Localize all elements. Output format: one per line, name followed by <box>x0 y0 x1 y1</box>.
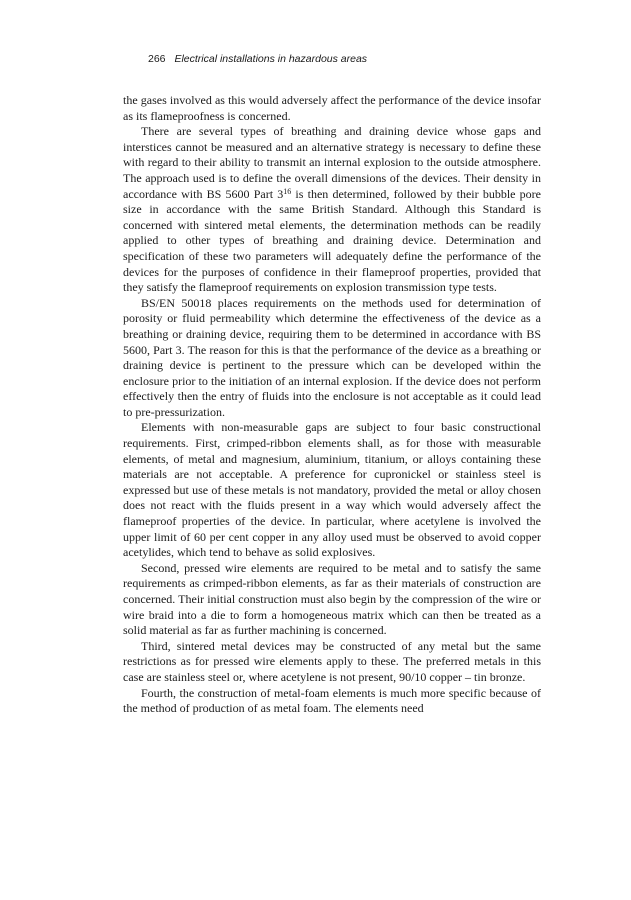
paragraph-pressed-wire: Second, pressed wire elements are required to be metal and to satisfy the same requirements as crimped-ribbon elements, as far as their materials of construction are concerned. Their initial construction must also begin by the compression of the wire or wire braid into a die to form a homogeneous matrix which can then be treated as a solid material as far as further machining is concerned. <box>123 560 541 638</box>
running-head <box>148 53 367 65</box>
paragraph-text: There are several types of breathing and draining device whose gaps and interstices cannot be measured and an alternative strategy is necessary to define these with regard to their ability to transmit an internal explosion to the outside atmosphere. The approach used is to define the overall dimensions of the devices. Their density in accordance with BS 5600 Part 3 <box>123 124 541 201</box>
paragraph-metal-foam: Fourth, the construction of metal-foam elements is much more specific because of the method of production of as metal foam. The elements need <box>123 685 541 716</box>
paragraph-sintered-metal: Third, sintered metal devices may be constructed of any metal but the same restrictions as for pressed wire elements apply to these. The preferred metals in this case are stainless steel or, where acetylene is not present, 90/10 copper – tin bronze. <box>123 638 541 684</box>
paragraph-breathing-devices <box>123 124 541 296</box>
reference-superscript: 16 <box>283 186 292 196</box>
paragraph-bs-en-50018: BS/EN 50018 places requirements on the methods used for determination of porosity or fluid permeability which determine the effectiveness of the device as a breathing or draining device, requiring them to be determined in accordance with BS 5600, Part 3. The reason for this is that the performance of the device as a breathing or draining device is pertinent to the pressure which can be developed within the enclosure prior to the initiation of an internal explosion. If the device does not perform effectively then the entry of fluids into the enclosure is not acceptable as it could lead to pre-pressurization. <box>123 295 541 419</box>
body-text <box>123 93 541 717</box>
paragraph-constructional-requirements: Elements with non-measurable gaps are subject to four basic constructional requirements. First, crimped-ribbon elements shall, as for those with measurable elements, of metal and magnesium, aluminium, titanium, or alloys containing these materials are not acceptable. A preference for cupronickel or stainless steel is expressed but use of these metals is not mandatory, provided the metal or alloy chosen does not react with the fluids present in a way which would adversely affect the flameproof properties of the device. In particular, where acetylene is involved the upper limit of 60 per cent copper in any alloy used must be observed to avoid copper acetylides, which tend to behave as solid explosives. <box>123 420 541 560</box>
page-number: 266 <box>148 53 166 65</box>
paragraph-text: is then determined, followed by their bubble pore size in accordance with the same British Standard. Although this Standard is concerned with sintered metal elements, the determination methods can be readily applied to other types of breathing and draining device. Determination and specification of these two parameters will adequately define the performance of the devices for the purposes of confidence in their flameproof properties, provided that they satisfy the flameproof requirements on explosion transmission type tests. <box>123 186 541 295</box>
paragraph-continued: the gases involved as this would adversely affect the performance of the device insofar as its flameproofness is concerned. <box>123 93 541 123</box>
running-title: Electrical installations in hazardous areas <box>174 53 368 65</box>
